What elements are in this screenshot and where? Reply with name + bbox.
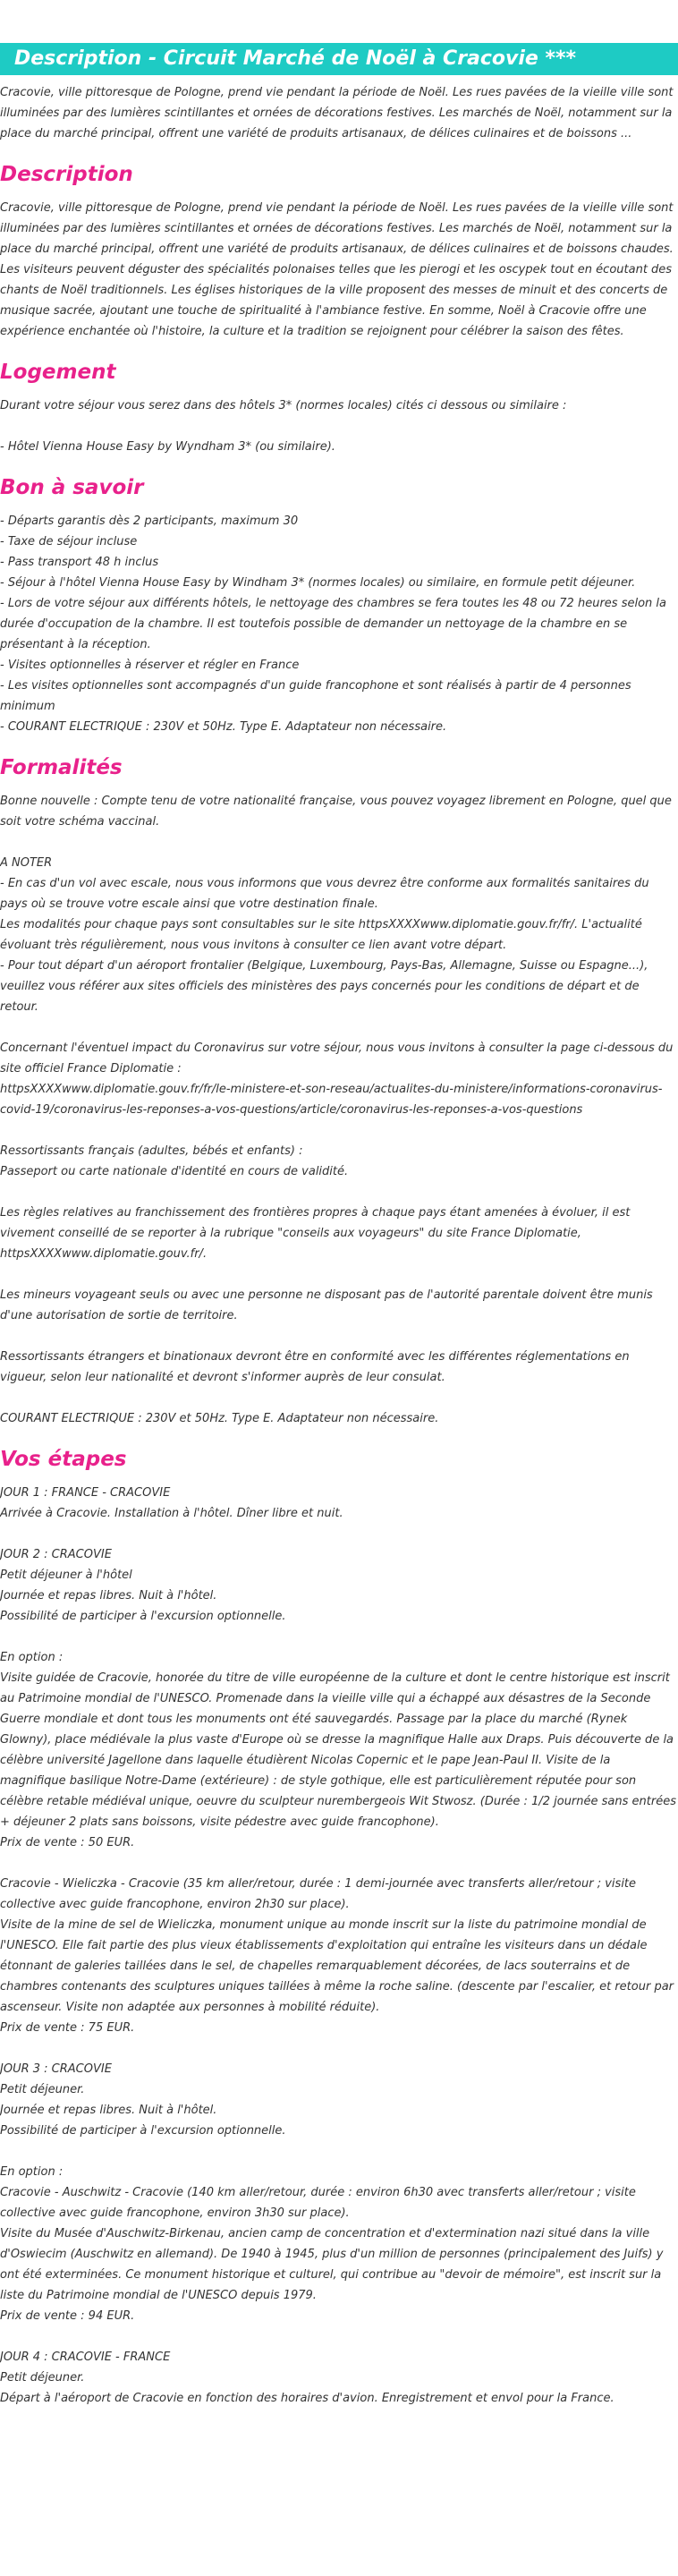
section-body bbox=[0, 791, 678, 1429]
section-title: Bon à savoir bbox=[0, 476, 144, 499]
text-line: Petit déjeuner à l'hôtel bbox=[0, 1569, 132, 1582]
text-line: - Départs garantis dès 2 participants, maximum 30 bbox=[0, 514, 299, 528]
section-title: Logement bbox=[0, 361, 116, 384]
page-title: Description - Circuit Marché de Noël à Cracovie *** bbox=[14, 47, 577, 70]
blank-line bbox=[0, 1017, 678, 1038]
text-line: Cracovie - Auschwitz - Cracovie (140 km aller/retour, durée : environ 6h30 avec transferts aller/retour ; visite collective avec guide francophone, environ 3h30 sur place). bbox=[0, 2186, 636, 2220]
text-line: Journée et repas libres. Nuit à l'hôtel. bbox=[0, 2104, 217, 2117]
blank-line bbox=[0, 416, 678, 437]
text-line: Visite de la mine de sel de Wieliczka, monument unique au monde inscrit sur la liste du patrimoine mondial de l'UNESCO. Elle fait partie des plus vieux établissements d'exploitation qui entraîne les visiteurs dans un dédale étonnant de galeries taillées dans le sel, de chapelles remarquablement décorées, de lacs souterrains et de chambres contenants des sculptures uniques taillées à même la roche saline. (descente par l'escalier, et retour par ascenseur. Visite non adaptée aux personnes à mobilité réduite). bbox=[0, 1918, 674, 2014]
blank-line bbox=[0, 1120, 678, 1141]
text-line: Passeport ou carte nationale d'identité en cours de validité. bbox=[0, 1165, 349, 1178]
text-line: Journée et repas libres. Nuit à l'hôtel. bbox=[0, 1589, 217, 1603]
text-line: - Lors de votre séjour aux différents hôtels, le nettoyage des chambres se fera toutes les 48 ou 72 heures selon la durée d'occupation de la chambre. Il est toutefois possible de demander un nettoyage de la chambre en se présentant à la réception. bbox=[0, 597, 666, 651]
blank-line bbox=[0, 2141, 678, 2162]
text-line: Cracovie, ville pittoresque de Pologne, prend vie pendant la période de Noël. Les rues pavées de la vieille ville sont illuminées par des lumières scintillantes et ornées de décorations festives. Les marchés de Noël, notamment sur la place du marché principal, offrent une variété de produits artisanaux, de délices culinaires et de boissons chaudes. Les visiteurs peuvent déguster des spécialités polonaises telles que les pierogi et les oscypek tout en écoutant des chants de Noël traditionnels. Les églises historiques de la ville proposent des messes de minuit et des concerts de musique sacrée, ajoutant une touche de spiritualité à l'ambiance festive. En somme, Noël à Cracovie offre une expérience enchantée où l'histoire, la culture et la tradition se rejoignent pour célébrer la saison des fêtes. bbox=[0, 201, 674, 338]
blank-line bbox=[0, 832, 678, 853]
text-line: - Taxe de séjour incluse bbox=[0, 535, 138, 548]
text-line: Visite du Musée d'Auschwitz-Birkenau, ancien camp de concentration et d'extermination nazi situé dans la ville d'Oswiecim (Auschwitz en allemand). De 1940 à 1945, plus d'un million de personnes (principalement des Juifs) y ont été exterminées. Ce monument historique et culturel, qui contribue au "devoir de mémoire", est inscrit sur la liste du Patrimoine mondial de l'UNESCO depuis 1979. bbox=[0, 2227, 664, 2302]
text-line: Prix de vente : 75 EUR. bbox=[0, 2021, 135, 2035]
text-line: - Pass transport 48 h inclus bbox=[0, 556, 159, 569]
text-line: - COURANT ELECTRIQUE : 230V et 50Hz. Type E. Adaptateur non nécessaire. bbox=[0, 720, 447, 734]
text-line: Visite guidée de Cracovie, honorée du titre de ville européenne de la culture et dont le centre historique est inscrit au Patrimoine mondial de l'UNESCO. Promenade dans la vieille ville qui a échappé aux désastres de la Seconde Guerre mondiale et dont tous les monuments ont été sauvegardés. Passage par la place du marché (Rynek Glowny), place médiévale la plus vaste d'Europe où se dresse la magnifique Halle aux Draps. Puis découverte de la célèbre université Jagellone dans laquelle étudièrent Nicolas Copernic et le pape Jean-Paul II. Visite de la magnifique basilique Notre-Dame (extérieure) : de style gothique, elle est particulièrement réputée pour son célèbre retable médiéval unique, oeuvre du sculpteur nurembergeois Wit Stwosz. (Durée : 1/2 journée sans entrées + déjeuner 2 plats sans boissons, visite pédestre avec guide francophone). bbox=[0, 1671, 676, 1829]
text-line: Arrivée à Cracovie. Installation à l'hôtel. Dîner libre et nuit. bbox=[0, 1507, 343, 1520]
text-line: Ressortissants français (adultes, bébés et enfants) : bbox=[0, 1144, 303, 1158]
text-line: JOUR 4 : CRACOVIE - FRANCE bbox=[0, 2351, 171, 2364]
section-title: Formalités bbox=[0, 756, 123, 779]
text-line: Concernant l'éventuel impact du Coronavirus sur votre séjour, nous vous invitons à consulter la page ci-dessous du site officiel France Diplomatie : bbox=[0, 1041, 674, 1075]
blank-line bbox=[0, 1326, 678, 1347]
text-line: httpsXXXXwww.diplomatie.gouv.fr/fr/le-ministere-et-son-reseau/actualites-du-ministere/informations-coronavirus-covid-19/coronavirus-les-reponses-a-vos-questions/article/coronavirus-les-reponses-a-vos-questions bbox=[0, 1083, 663, 1117]
section-2 bbox=[0, 473, 678, 737]
text-line: Cracovie - Wieliczka - Cracovie (35 km aller/retour, durée : 1 demi-journée avec transferts aller/retour ; visite collective avec guide francophone, environ 2h30 sur place). bbox=[0, 1877, 637, 1911]
text-line: - Séjour à l'hôtel Vienna House Easy by Windham 3* (normes locales) ou similaire, en formule petit déjeuner. bbox=[0, 576, 636, 590]
section-body bbox=[0, 511, 678, 737]
blank-line bbox=[0, 1853, 678, 1874]
blank-line bbox=[0, 2038, 678, 2059]
text-line: - Les visites optionnelles sont accompagnés d'un guide francophone et sont réalisés à partir de 4 personnes minimum bbox=[0, 679, 631, 713]
section-body bbox=[0, 198, 678, 342]
text-line: - Pour tout départ d'un aéroport frontalier (Belgique, Luxembourg, Pays-Bas, Allemagne, Suisse ou Espagne...), veuillez vous référer aux sites officiels des ministères des pays concernés pour les conditions de départ et de retour. bbox=[0, 959, 648, 1014]
text-line: En option : bbox=[0, 2165, 64, 2179]
text-line: Petit déjeuner. bbox=[0, 2083, 85, 2096]
text-line: JOUR 2 : CRACOVIE bbox=[0, 1548, 112, 1561]
text-line: En option : bbox=[0, 1651, 64, 1664]
page-title-banner bbox=[0, 43, 678, 75]
blank-line bbox=[0, 1264, 678, 1285]
text-line: A NOTER bbox=[0, 856, 53, 870]
blank-line bbox=[0, 2326, 678, 2347]
blank-line bbox=[0, 1182, 678, 1203]
text-line: Possibilité de participer à l'excursion optionnelle. bbox=[0, 1610, 286, 1623]
blank-line bbox=[0, 1524, 678, 1544]
text-line: Départ à l'aéroport de Cracovie en fonction des horaires d'avion. Enregistrement et envol pour la France. bbox=[0, 2392, 614, 2405]
text-line: Les modalités pour chaque pays sont consultables sur le site httpsXXXXwww.diplomatie.gouv.fr/fr/. L'actualité évoluant très régulièrement, nous vous invitons à consulter ce lien avant votre départ. bbox=[0, 918, 642, 952]
text-line: Les règles relatives au franchissement des frontières propres à chaque pays étant amenées à évoluer, il est vivement conseillé de se reporter à la rubrique "conseils aux voyageurs" du site France Diplomatie, httpsXXXXwww.diplomatie.gouv.fr/. bbox=[0, 1206, 631, 1261]
text-line: Durant votre séjour vous serez dans des hôtels 3* (normes locales) cités ci dessous ou similaire : bbox=[0, 399, 567, 412]
text-line: COURANT ELECTRIQUE : 230V et 50Hz. Type E. Adaptateur non nécessaire. bbox=[0, 1412, 439, 1425]
section-body bbox=[0, 395, 678, 457]
text-line: - En cas d'un vol avec escale, nous vous informons que vous devrez être conforme aux formalités sanitaires du pays où se trouve votre escale ainsi que votre destination finale. bbox=[0, 877, 649, 911]
text-line: Possibilité de participer à l'excursion optionnelle. bbox=[0, 2124, 286, 2138]
section-3 bbox=[0, 753, 678, 1429]
section-body bbox=[0, 1483, 678, 2409]
text-line: JOUR 3 : CRACOVIE bbox=[0, 2062, 112, 2076]
blank-line bbox=[0, 1627, 678, 1647]
text-line: Prix de vente : 94 EUR. bbox=[0, 2309, 135, 2323]
section-title: Description bbox=[0, 163, 133, 186]
text-line: Prix de vente : 50 EUR. bbox=[0, 1836, 135, 1849]
text-line: Bonne nouvelle : Compte tenu de votre nationalité française, vous pouvez voyagez librement en Pologne, quel que soit votre schéma vaccinal. bbox=[0, 795, 672, 829]
section-4 bbox=[0, 1445, 678, 2409]
sections-container bbox=[0, 160, 678, 2409]
text-line: - Hôtel Vienna House Easy by Wyndham 3* (ou similaire). bbox=[0, 440, 335, 454]
text-line: Ressortissants étrangers et binationaux devront être en conformité avec les différentes réglementations en vigueur, selon leur nationalité et devront s'informer auprès de leur consulat. bbox=[0, 1350, 630, 1384]
section-1 bbox=[0, 358, 678, 457]
text-line: - Visites optionnelles à réserver et régler en France bbox=[0, 659, 300, 672]
section-0 bbox=[0, 160, 678, 342]
blank-line bbox=[0, 1388, 678, 1408]
text-line: Les mineurs voyageant seuls ou avec une personne ne disposant pas de l'autorité parentale doivent être munis d'une autorisation de sortie de territoire. bbox=[0, 1288, 653, 1322]
text-line: Petit déjeuner. bbox=[0, 2371, 85, 2385]
section-title: Vos étapes bbox=[0, 1448, 127, 1471]
intro-paragraph: Cracovie, ville pittoresque de Pologne, prend vie pendant la période de Noël. Les rues pavées de la vieille ville sont illuminées par des lumières scintillantes et ornées de décorations festives. Les marchés de Noël, notamment sur la place du marché principal, offrent une variété de produits artisanaux, de délices culinaires et de boissons ... bbox=[0, 86, 674, 140]
text-line: JOUR 1 : FRANCE - CRACOVIE bbox=[0, 1486, 171, 1500]
